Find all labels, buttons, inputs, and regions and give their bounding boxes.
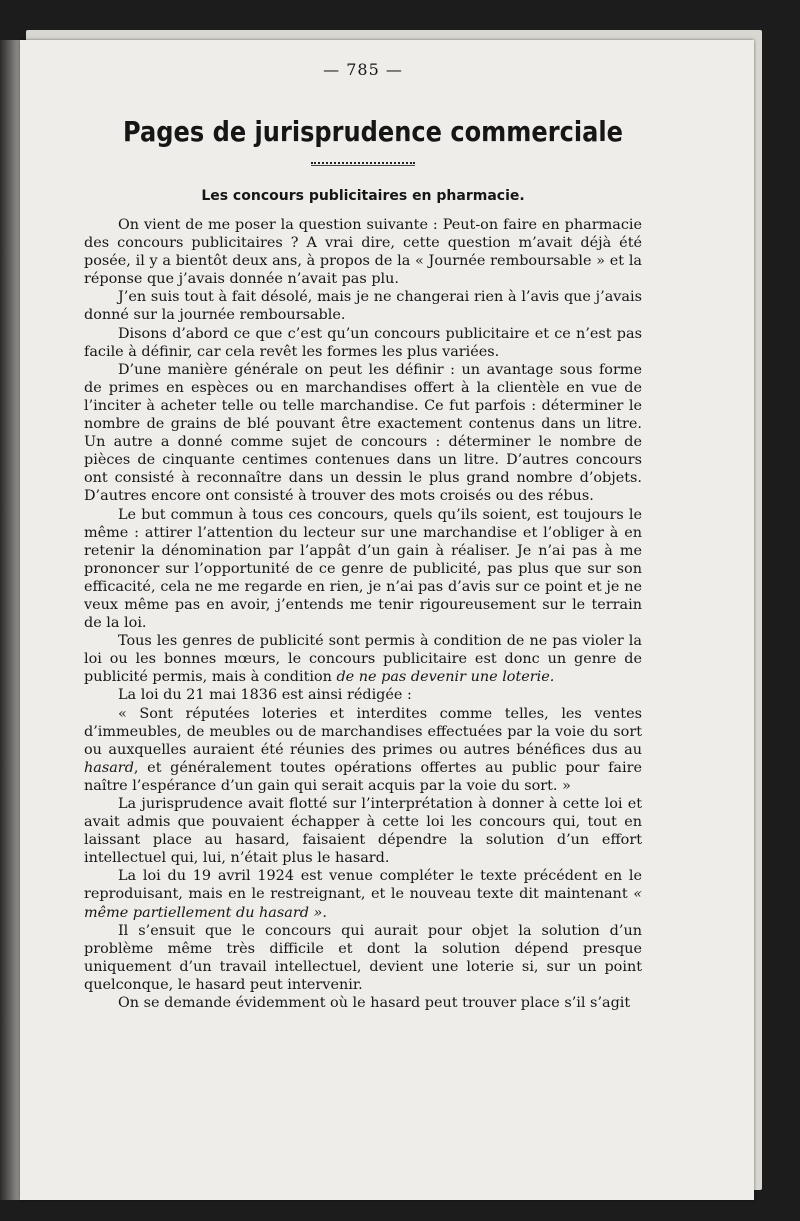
paragraph-text: . <box>322 904 327 921</box>
quote-text: , et généralement toutes opérations offertes au public pour faire naître l’espérance d’un gain qui serait acquis par la voie du sort. » <box>84 759 642 794</box>
paragraph: On se demande évidemment où le hasard peut trouver place s’il s’agit <box>118 995 631 1012</box>
paragraph-text: La loi du 19 avril 1924 est venue compléter le texte précédent en le reproduisant, mais en le restreignant, et le nouveau texte dit maintenant <box>84 868 642 903</box>
paragraph: Le but commun à tous ces concours, quels qu’ils soient, est toujours le même : attirer l’attention du lecteur sur une marchandise et l’obliger à en retenir la dénomination par l’appât d’un gain à réaliser. Je n’ai pas à me prononcer sur l’opportunité de ce genre de publicité, pas plus que sur son efficacité, cela ne me regarde en rien, je n’ai pas d’avis sur ce point et je ne veux même pas en avoir, j’entends me tenir rigoureusement sur le terrain de la loi. <box>84 506 642 632</box>
page-title: Pages de jurisprudence commerciale <box>123 115 623 148</box>
section-title: Les concours publicitaires en pharmacie. <box>201 188 525 204</box>
paragraph <box>84 867 642 921</box>
page-content <box>84 60 642 1012</box>
paragraph: La loi du 21 mai 1836 est ainsi rédigée : <box>118 687 412 704</box>
page-number: — 785 — <box>323 60 403 79</box>
paragraph: Disons d’abord ce que c’est qu’un concours publicitaire et ce n’est pas facile à définir, car cela revêt les formes les plus variées. <box>84 325 642 360</box>
italic-emphasis: hasard <box>84 759 134 776</box>
book-spine-shadow <box>0 40 20 1200</box>
paragraph: Il s’ensuit que le concours qui aurait pour objet la solution d’un problème même très difficile et dont la solution dépend presque uniquement d’un travail intellectuel, devient une loterie si, sur un point quelconque, le hasard peut intervenir. <box>84 922 642 993</box>
paragraph <box>84 632 642 686</box>
paragraph: On vient de me poser la question suivante : Peut-on faire en pharmacie des concours publicitaires ? A vrai dire, cette question m’avait déjà été posée, il y a bientôt deux ans, à propos de la « Journée remboursable » et la réponse que j’avais donnée n’avait pas plu. <box>84 217 642 288</box>
paragraph-text: Tous les genres de publicité sont permis à condition de ne pas violer la loi ou les bonnes mœurs, le concours publicitaire est donc un genre de publicité permis, mais à condition <box>84 633 642 686</box>
paragraph: J’en suis tout à fait désolé, mais je ne changerai rien à l’avis que j’avais donné sur la journée remboursable. <box>84 289 642 324</box>
article-body <box>84 216 642 1012</box>
law-quotation <box>84 705 642 795</box>
paragraph: La jurisprudence avait flotté sur l’interprétation à donner à cette loi et avait admis que pouvaient échapper à cette loi les concours qui, tout en laissant place au hasard, faisaient dépendre la solution d’un effort intellectuel qui, lui, n’était plus le hasard. <box>84 796 642 867</box>
italic-emphasis: « même partiellement du hasard » <box>84 886 642 921</box>
title-divider <box>311 162 415 166</box>
quote-text: « Sont réputées loteries et interdites comme telles, les ventes d’immeubles, de meubles ou de marchandises effectuées par la voie du sort ou auxquelles auraient été réunies des primes ou autres bénéfices dus au <box>84 705 642 758</box>
paragraph: D’une manière générale on peut les définir : un avantage sous forme de primes en espèces ou en marchandises offert à la clientèle en vue de l’inciter à acheter telle ou telle marchandise. Ce fut parfois : déterminer le nombre de grains de blé pouvant être exactement contenus dans un litre. Un autre a donné comme sujet de concours : déterminer le nombre de pièces de cinquante centimes contenues dans un litre. D’autres concours ont consisté à reconnaître dans un dessin le plus grand nombre d’objets. D’autres encore ont consisté à trouver des mots croisés ou des rébus. <box>84 361 642 505</box>
italic-emphasis: de ne pas devenir une loterie. <box>336 669 555 686</box>
